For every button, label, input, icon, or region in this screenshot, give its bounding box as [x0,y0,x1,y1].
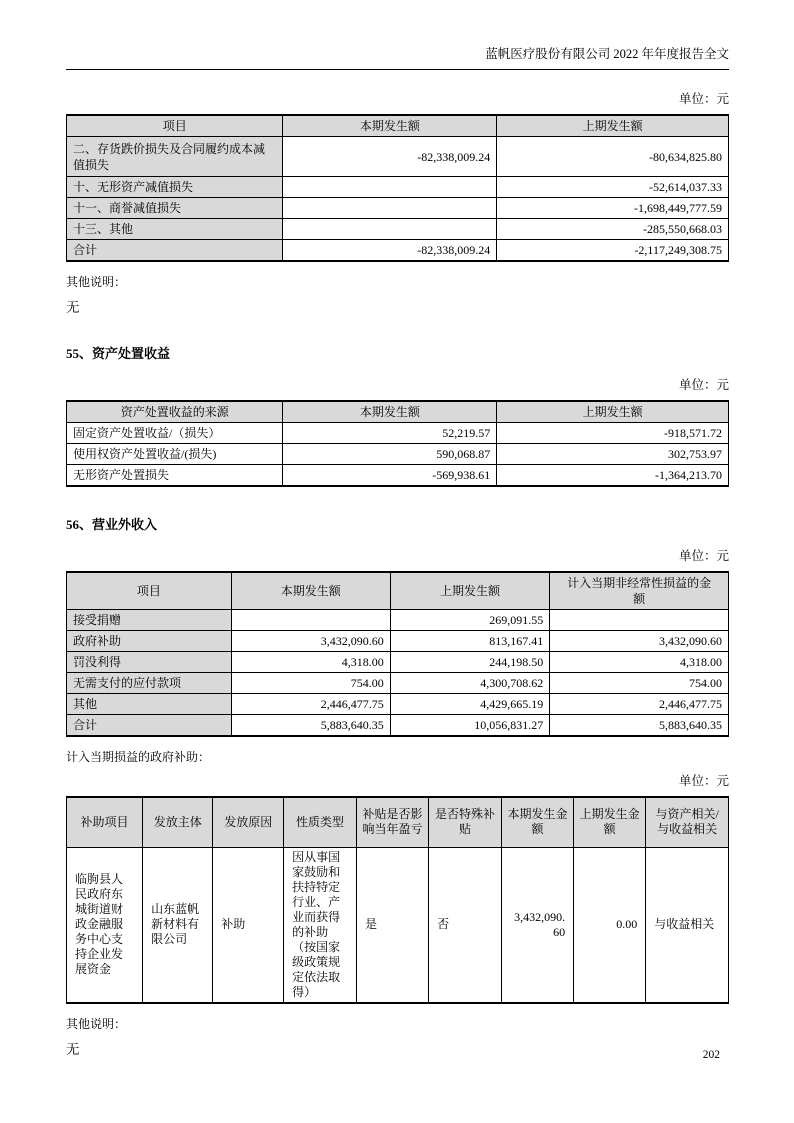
table-header-cell: 项目 [67,572,232,610]
table-cell: 临朐县人民政府东城街道财政金融服务中心支持企业发展资金 [67,847,143,1003]
table-header-cell: 计入当期非经常性损益的金额 [550,572,729,610]
asset-disposal-income-table [66,400,729,487]
table-header-cell: 项目 [67,115,283,137]
report-title: 蓝帆医疗股份有限公司 2022 年年度报告全文 [485,47,729,61]
table-total-row [67,715,729,737]
table-header-cell: 上期发生额 [497,115,729,137]
table-cell: -1,364,213.70 [497,465,729,487]
table-cell: 269,091.55 [390,610,550,631]
table-header-row [67,797,729,847]
table-header-cell: 本期发生金额 [501,797,573,847]
table-cell: 接受捐赠 [67,610,232,631]
table-cell: 否 [429,847,502,1003]
table-header-cell: 发放原因 [213,797,284,847]
unit-label-4: 单位：元 [678,774,729,788]
table-total-row [67,240,729,262]
table-cell: 2,446,477.75 [550,694,729,715]
unit-label-2: 单位：元 [678,378,729,392]
table-header-cell: 本期发生额 [283,115,497,137]
table-header-row [67,115,729,137]
table-cell: 其他 [67,694,232,715]
table-cell: 4,300,708.62 [390,673,550,694]
table-cell [283,177,497,198]
table-cell: 590,068.87 [283,444,497,465]
table-row [67,847,729,1003]
table-cell: 52,219.57 [283,423,497,444]
table-row [67,444,729,465]
table-cell: -918,571.72 [497,423,729,444]
table-cell: -82,338,009.24 [283,137,497,177]
table-cell: 政府补助 [67,631,232,652]
table-header-cell: 上期发生金额 [574,797,646,847]
table-cell [283,198,497,219]
table-header-cell: 补助项目 [67,797,143,847]
table-header-cell: 上期发生额 [390,572,550,610]
table-cell: 4,318.00 [231,652,390,673]
table-header-row [67,572,729,610]
non-operating-income-table [66,571,729,737]
table-cell [550,610,729,631]
section-56-heading: 56、营业外收入 [66,517,158,532]
table-row [67,652,729,673]
table-header-cell: 资产处置收益的来源 [67,401,283,423]
table-cell [283,219,497,240]
unit-label-1: 单位：元 [678,92,729,106]
table-header-cell: 本期发生额 [231,572,390,610]
table-cell: 补助 [213,847,284,1003]
table-cell: 十、无形资产减值损失 [67,177,283,198]
table-cell: 3,432,090.60 [231,631,390,652]
table-cell [231,610,390,631]
page-number: 202 [702,1049,720,1061]
table-cell: 5,883,640.35 [231,715,390,737]
table-cell: -80,634,825.80 [497,137,729,177]
table-cell: 3,432,090.60 [501,847,573,1003]
subsidy-intro: 计入当期损益的政府补助： [66,750,211,764]
table-header-cell: 与资产相关/与收益相关 [646,797,729,847]
table-cell: 244,198.50 [390,652,550,673]
table-cell: 罚没利得 [67,652,232,673]
table-header-cell: 上期发生额 [497,401,729,423]
table-header-cell: 是否特殊补贴 [429,797,502,847]
table-cell: 合计 [67,715,232,737]
impairment-loss-table [66,114,729,262]
table-row [67,610,729,631]
table-cell: 二、存货跌价损失及合同履约成本减值损失 [67,137,283,177]
other-note-label: 其他说明： [66,1016,127,1031]
table-cell: 山东蓝帆新材料有限公司 [143,847,213,1003]
table-row [67,137,729,177]
table-cell: 十三、其他 [67,219,283,240]
table-cell: -2,117,249,308.75 [497,240,729,262]
table-cell: 813,167.41 [390,631,550,652]
table-header-cell: 性质类型 [284,797,357,847]
table-cell: 与收益相关 [646,847,729,1003]
table-cell: -569,938.61 [283,465,497,487]
table-cell: 302,753.97 [497,444,729,465]
document-header [66,0,729,70]
table-cell: 是 [356,847,428,1003]
table-cell: 因从事国家鼓励和扶持特定行业、产业而获得的补助（按国家级政策规定依法取得） [284,847,357,1003]
table-cell: 5,883,640.35 [550,715,729,737]
government-subsidy-table [66,796,729,1004]
table-cell: 2,446,477.75 [231,694,390,715]
table-row [67,465,729,487]
table-row [67,177,729,198]
table-header-cell: 本期发生额 [283,401,497,423]
table-cell: -82,338,009.24 [283,240,497,262]
section-55-heading: 55、资产处置收益 [66,346,171,361]
table-header-cell: 补贴是否影响当年盈亏 [356,797,428,847]
table-cell: 十一、商誉减值损失 [67,198,283,219]
table-cell: 合计 [67,240,283,262]
table-header-cell: 发放主体 [143,797,213,847]
table-row [67,219,729,240]
table-cell: 固定资产处置收益/（损失） [67,423,283,444]
table-header-row [67,401,729,423]
other-note-value: 无 [66,1041,80,1057]
table-cell: -1,698,449,777.59 [497,198,729,219]
other-note-value: 无 [66,300,80,315]
table-cell: 0.00 [574,847,646,1003]
table-row [67,694,729,715]
table-row [67,673,729,694]
other-note-label: 其他说明： [66,275,127,289]
table-cell: -52,614,037.33 [497,177,729,198]
table-cell: 754.00 [231,673,390,694]
table-cell: 无形资产处置损失 [67,465,283,487]
table-row [67,423,729,444]
unit-label-3: 单位：元 [678,549,729,563]
table-cell: 4,429,665.19 [390,694,550,715]
table-cell: 754.00 [550,673,729,694]
table-cell: 4,318.00 [550,652,729,673]
table-cell: -285,550,668.03 [497,219,729,240]
table-cell: 10,056,831.27 [390,715,550,737]
table-cell: 无需支付的应付款项 [67,673,232,694]
table-row [67,198,729,219]
table-row [67,631,729,652]
table-cell: 使用权资产处置收益/(损失) [67,444,283,465]
table-cell: 3,432,090.60 [550,631,729,652]
